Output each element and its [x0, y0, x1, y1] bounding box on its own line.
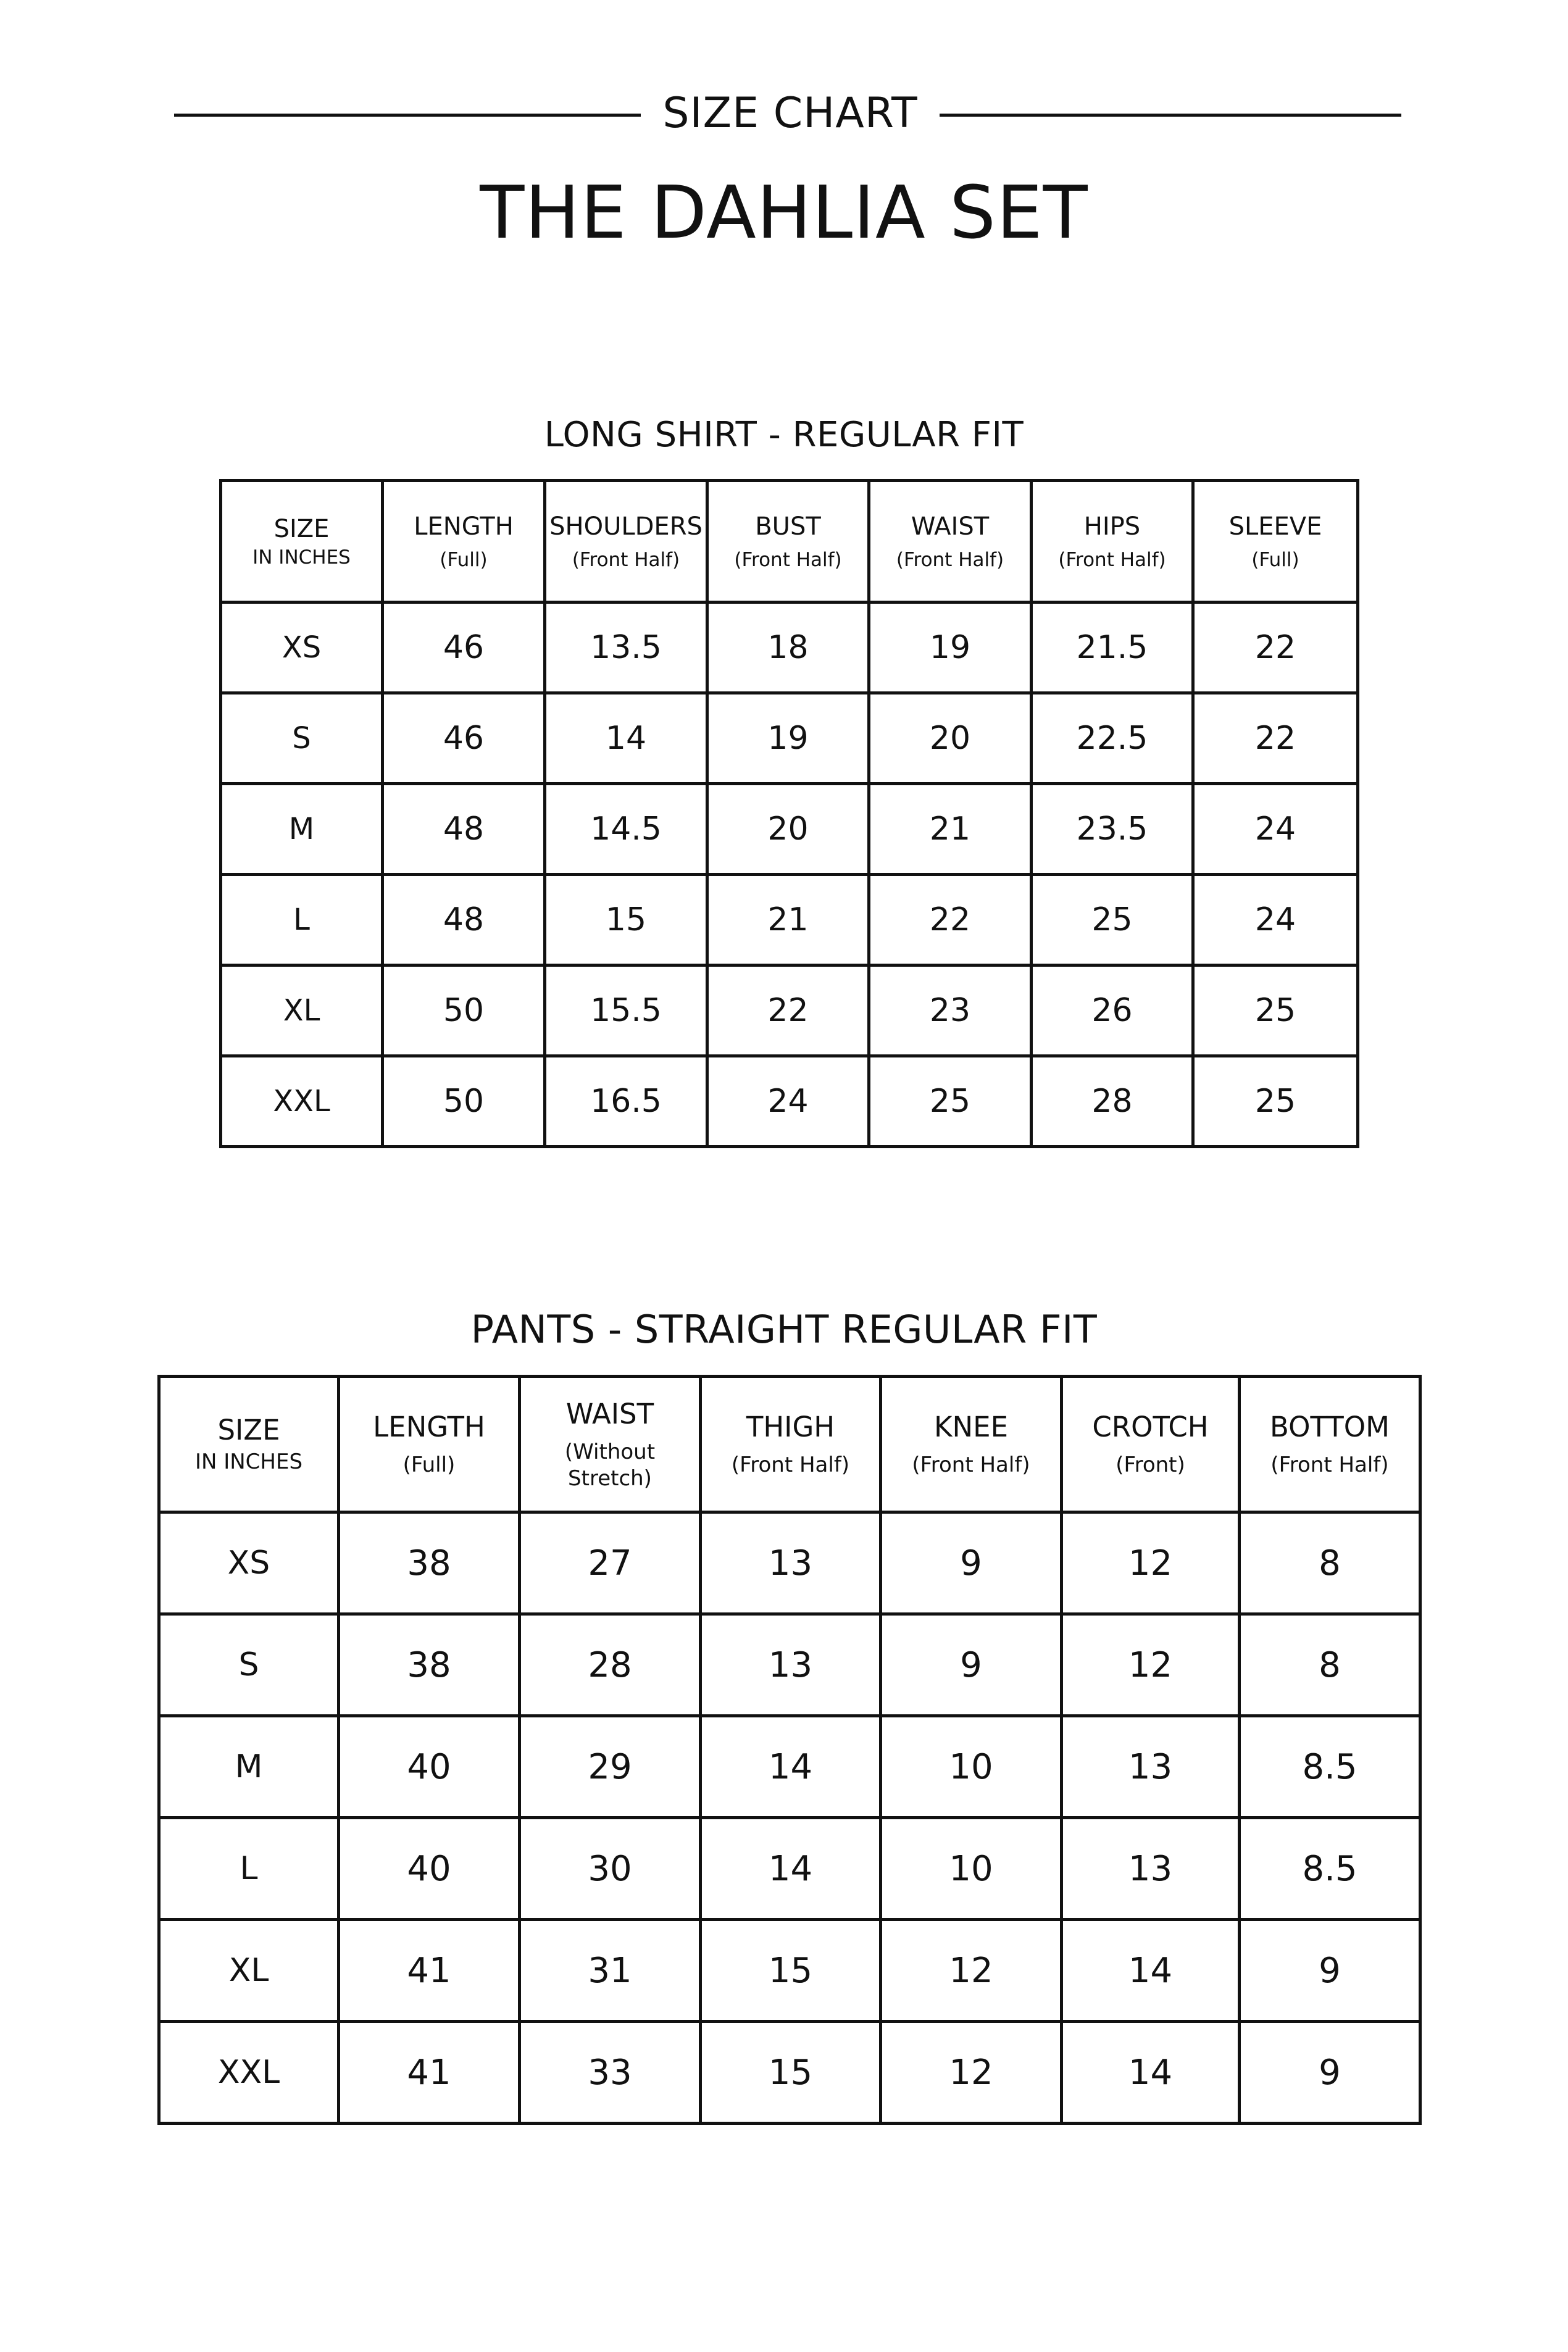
column-subtitle: (Front) — [1116, 1453, 1185, 1478]
shirt-column-header — [221, 481, 383, 603]
measurement-cell: 21 — [707, 875, 869, 965]
column-subtitle: (Front Half) — [1058, 548, 1166, 571]
measurement-cell: 24 — [1193, 875, 1358, 965]
measurement-cell: 16.5 — [545, 1056, 707, 1147]
measurement-cell: 14 — [701, 1818, 881, 1920]
column-name: WAIST — [565, 1397, 654, 1430]
shirt-header-row — [221, 481, 1358, 603]
measurement-cell: 13 — [701, 1614, 881, 1716]
size-cell: XXL — [159, 2022, 339, 2124]
table-row — [221, 1056, 1358, 1147]
measurement-cell: 38 — [339, 1512, 520, 1614]
size-cell: M — [221, 784, 383, 875]
measurement-cell: 12 — [881, 2022, 1062, 2124]
measurement-cell: 18 — [707, 603, 869, 693]
measurement-cell: 22 — [707, 965, 869, 1056]
pants-column-header — [881, 1377, 1062, 1512]
shirt-column-header — [383, 481, 545, 603]
size-cell: XL — [159, 1920, 339, 2022]
measurement-cell: 15.5 — [545, 965, 707, 1056]
measurement-cell: 31 — [520, 1920, 701, 2022]
measurement-cell: 8.5 — [1240, 1716, 1420, 1818]
measurement-cell: 33 — [520, 2022, 701, 2124]
table-row — [221, 693, 1358, 784]
size-cell: L — [159, 1818, 339, 1920]
column-subtitle: (Full) — [1251, 548, 1299, 571]
size-cell: XXL — [221, 1056, 383, 1147]
column-subtitle: (Front Half) — [572, 548, 680, 571]
table-row — [221, 965, 1358, 1056]
size-cell: S — [159, 1614, 339, 1716]
measurement-cell: 14.5 — [545, 784, 707, 875]
measurement-cell: 8 — [1240, 1614, 1420, 1716]
page-title: THE DAHLIA SET — [480, 170, 1088, 255]
table-row — [159, 1818, 1420, 1920]
pants-size-table — [157, 1375, 1422, 2125]
pants-column-header — [339, 1377, 520, 1512]
measurement-cell: 22.5 — [1032, 693, 1193, 784]
measurement-cell: 15 — [701, 2022, 881, 2124]
column-name: LENGTH — [414, 512, 514, 541]
table-row — [159, 1920, 1420, 2022]
table-row — [159, 2022, 1420, 2124]
table-row — [221, 875, 1358, 965]
measurement-cell: 25 — [1193, 1056, 1358, 1147]
measurement-cell: 40 — [339, 1818, 520, 1920]
size-cell: XS — [159, 1512, 339, 1614]
column-name: HIPS — [1083, 512, 1141, 541]
measurement-cell: 28 — [1032, 1056, 1193, 1147]
measurement-cell: 26 — [1032, 965, 1193, 1056]
size-chart-label: SIZE CHART — [662, 89, 918, 138]
measurement-cell: 22 — [1193, 603, 1358, 693]
column-subtitle: (Full) — [402, 1453, 456, 1478]
measurement-cell: 13.5 — [545, 603, 707, 693]
measurement-cell: 48 — [383, 875, 545, 965]
measurement-cell: 12 — [1062, 1512, 1240, 1614]
pants-column-header — [701, 1377, 881, 1512]
column-name: CROTCH — [1092, 1411, 1209, 1444]
measurement-cell: 24 — [707, 1056, 869, 1147]
measurement-cell: 46 — [383, 693, 545, 784]
pants-table-header — [159, 1377, 1420, 1512]
measurement-cell: 14 — [1062, 1920, 1240, 2022]
column-subtitle: (Front Half) — [896, 548, 1004, 571]
column-name: BUST — [755, 512, 821, 541]
table-row — [221, 603, 1358, 693]
column-subtitle: (Without Stretch) — [564, 1440, 656, 1491]
header-row — [0, 80, 1568, 154]
measurement-cell: 40 — [339, 1716, 520, 1818]
column-subtitle: (Front Half) — [912, 1453, 1030, 1478]
size-cell: XL — [221, 965, 383, 1056]
shirt-size-table — [219, 479, 1359, 1148]
measurement-cell: 30 — [520, 1818, 701, 1920]
column-subtitle: (Full) — [440, 548, 488, 571]
measurement-cell: 10 — [881, 1818, 1062, 1920]
pants-column-header — [520, 1377, 701, 1512]
shirt-column-header — [545, 481, 707, 603]
shirt-column-header — [1193, 481, 1358, 603]
column-subtitle: (Front Half) — [731, 1453, 850, 1478]
measurement-cell: 50 — [383, 965, 545, 1056]
table-row — [221, 784, 1358, 875]
measurement-cell: 9 — [881, 1614, 1062, 1716]
column-subtitle: (Front Half) — [1270, 1453, 1389, 1478]
column-name: SLEEVE — [1228, 512, 1322, 541]
table-row — [159, 1716, 1420, 1818]
measurement-cell: 8.5 — [1240, 1818, 1420, 1920]
measurement-cell: 9 — [1240, 1920, 1420, 2022]
measurement-cell: 23.5 — [1032, 784, 1193, 875]
column-name: WAIST — [911, 512, 990, 541]
measurement-cell: 41 — [339, 1920, 520, 2022]
measurement-cell: 19 — [869, 603, 1032, 693]
size-cell: L — [221, 875, 383, 965]
column-name: KNEE — [933, 1411, 1009, 1444]
shirt-section-title: LONG SHIRT - REGULAR FIT — [544, 415, 1024, 455]
measurement-cell: 28 — [520, 1614, 701, 1716]
shirt-table-header — [221, 481, 1358, 603]
measurement-cell: 22 — [869, 875, 1032, 965]
measurement-cell: 22 — [1193, 693, 1358, 784]
measurement-cell: 46 — [383, 603, 545, 693]
pants-table-body — [159, 1512, 1420, 2124]
measurement-cell: 15 — [545, 875, 707, 965]
pants-column-header — [1062, 1377, 1240, 1512]
size-cell: S — [221, 693, 383, 784]
shirt-column-header — [1032, 481, 1193, 603]
measurement-cell: 25 — [869, 1056, 1032, 1147]
header-rule-left — [174, 114, 641, 117]
measurement-cell: 41 — [339, 2022, 520, 2124]
measurement-cell: 21 — [869, 784, 1032, 875]
measurement-cell: 50 — [383, 1056, 545, 1147]
column-name: BOTTOM — [1270, 1411, 1390, 1444]
column-subtitle: (Front Half) — [734, 548, 842, 571]
shirt-column-header — [707, 481, 869, 603]
measurement-cell: 48 — [383, 784, 545, 875]
measurement-cell: 20 — [707, 784, 869, 875]
measurement-cell: 13 — [701, 1512, 881, 1614]
column-subtitle: IN INCHES — [252, 546, 351, 569]
measurement-cell: 20 — [869, 693, 1032, 784]
measurement-cell: 9 — [1240, 2022, 1420, 2124]
measurement-cell: 8 — [1240, 1512, 1420, 1614]
column-name: LENGTH — [373, 1411, 485, 1444]
measurement-cell: 12 — [1062, 1614, 1240, 1716]
column-subtitle: IN INCHES — [194, 1449, 303, 1475]
pants-header-row — [159, 1377, 1420, 1512]
header-rule-right — [940, 114, 1401, 117]
pants-column-header — [1240, 1377, 1420, 1512]
pants-section-title: PANTS - STRAIGHT REGULAR FIT — [470, 1307, 1098, 1352]
table-row — [159, 1512, 1420, 1614]
size-cell: XS — [221, 603, 383, 693]
measurement-cell: 21.5 — [1032, 603, 1193, 693]
measurement-cell: 12 — [881, 1920, 1062, 2022]
shirt-table-body — [221, 603, 1358, 1147]
measurement-cell: 19 — [707, 693, 869, 784]
measurement-cell: 25 — [1032, 875, 1193, 965]
measurement-cell: 14 — [545, 693, 707, 784]
measurement-cell: 9 — [881, 1512, 1062, 1614]
measurement-cell: 10 — [881, 1716, 1062, 1818]
measurement-cell: 15 — [701, 1920, 881, 2022]
measurement-cell: 24 — [1193, 784, 1358, 875]
measurement-cell: 14 — [701, 1716, 881, 1818]
table-row — [159, 1614, 1420, 1716]
column-name: SHOULDERS — [549, 512, 703, 541]
measurement-cell: 13 — [1062, 1716, 1240, 1818]
measurement-cell: 23 — [869, 965, 1032, 1056]
column-name: THIGH — [746, 1411, 835, 1444]
measurement-cell: 29 — [520, 1716, 701, 1818]
measurement-cell: 13 — [1062, 1818, 1240, 1920]
measurement-cell: 25 — [1193, 965, 1358, 1056]
measurement-cell: 14 — [1062, 2022, 1240, 2124]
column-name: SIZE — [273, 514, 330, 543]
column-name: SIZE — [217, 1414, 280, 1447]
pants-column-header — [159, 1377, 339, 1512]
size-cell: M — [159, 1716, 339, 1818]
measurement-cell: 38 — [339, 1614, 520, 1716]
shirt-column-header — [869, 481, 1032, 603]
measurement-cell: 27 — [520, 1512, 701, 1614]
